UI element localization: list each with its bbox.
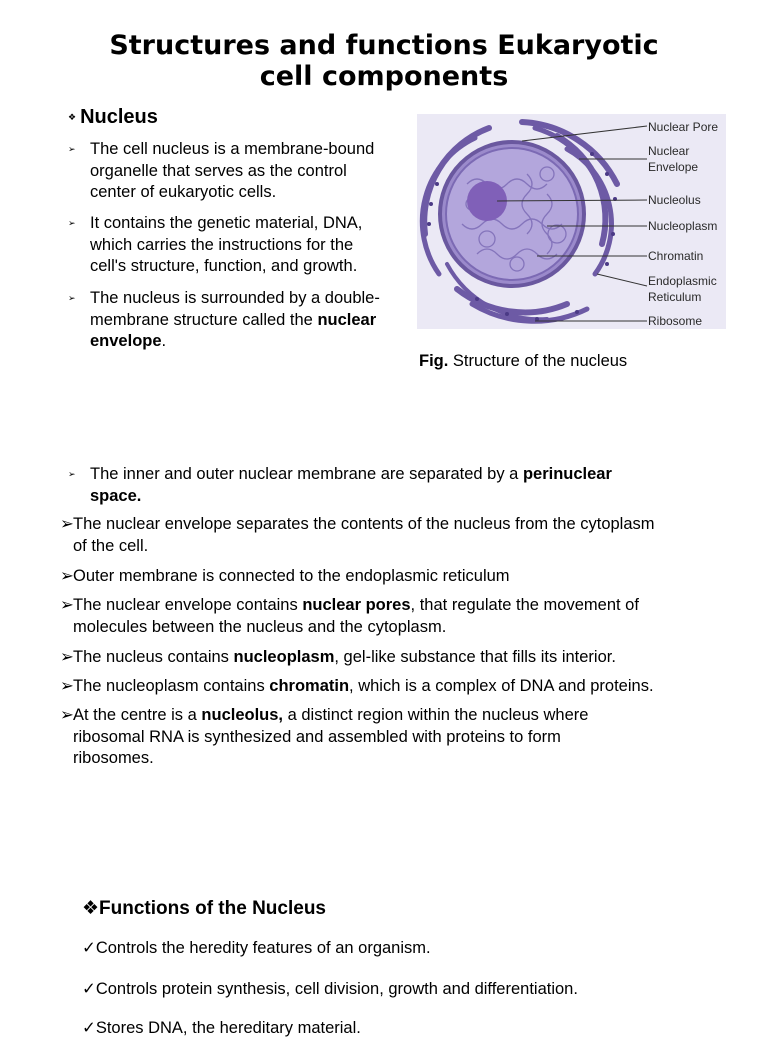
title-line-2: cell components bbox=[259, 61, 509, 92]
bullet-line: It contains the genetic material, DNA, bbox=[90, 214, 363, 232]
page-title bbox=[60, 30, 708, 92]
label-ribosome: Ribosome bbox=[648, 314, 703, 328]
diamond-bullet-icon: ❖ bbox=[82, 898, 100, 919]
label-envelope: Envelope bbox=[648, 160, 699, 174]
nucleus-figure bbox=[417, 114, 726, 329]
bullet-text: . bbox=[161, 332, 167, 350]
nucleus-bullet-1 bbox=[68, 139, 375, 204]
list-text: a distinct region within the nucleus where bbox=[283, 706, 589, 724]
arrow-bullet-icon: ➢ bbox=[68, 293, 76, 303]
arrow-bullet-icon: ➢ bbox=[60, 515, 74, 533]
list-line bbox=[60, 705, 701, 727]
check-icon: ✓ bbox=[82, 980, 96, 998]
function-item bbox=[82, 1018, 361, 1038]
list-line bbox=[60, 595, 701, 617]
bold-term: nucleoplasm bbox=[233, 648, 335, 666]
label-reticulum: Reticulum bbox=[648, 290, 702, 304]
nucleus-heading-text: Nucleus bbox=[80, 106, 158, 128]
functions-heading-text: Functions of the Nucleus bbox=[99, 898, 326, 919]
list-text: Outer membrane is connected to the endoplasmic reticulum bbox=[73, 567, 510, 585]
title-line-1: Structures and functions Eukaryotic bbox=[109, 30, 659, 61]
arrow-bullet-icon: ➢ bbox=[60, 567, 74, 585]
list-text: The nuclear envelope separates the contents of the nucleus from the cytoplasm bbox=[73, 515, 655, 533]
bullet-line: The cell nucleus is a membrane-bound bbox=[90, 140, 375, 158]
list-line: ribosomal RNA is synthesized and assembled with proteins to form bbox=[73, 727, 561, 746]
bold-term: nuclear bbox=[317, 310, 377, 329]
list-text: , which is a complex of DNA and proteins. bbox=[349, 677, 654, 695]
arrow-bullet-icon: ➢ bbox=[68, 218, 76, 228]
bullet-text: membrane structure called the bbox=[90, 310, 318, 329]
figure-caption bbox=[419, 352, 627, 371]
bullet-line bbox=[90, 310, 380, 332]
bold-term: nuclear pores bbox=[302, 596, 411, 614]
list-text: The nuclear envelope contains bbox=[73, 596, 303, 614]
list-line bbox=[60, 514, 701, 536]
list-item-pores bbox=[60, 595, 701, 638]
list-text: At the centre is a bbox=[73, 706, 202, 724]
bullet-line: organelle that serves as the control bbox=[90, 161, 347, 180]
arrow-bullet-icon: ➢ bbox=[60, 596, 74, 614]
label-endoplasmic: Endoplasmic bbox=[648, 274, 717, 288]
bold-term: nucleolus, bbox=[201, 706, 284, 724]
diamond-bullet-icon: ❖ bbox=[68, 112, 77, 122]
bold-term: space. bbox=[90, 486, 142, 505]
list-item-chromatin bbox=[60, 676, 701, 698]
bold-term: chromatin bbox=[269, 677, 350, 695]
perinuclear-bullet bbox=[68, 464, 612, 507]
label-chromatin: Chromatin bbox=[648, 249, 704, 263]
function-item bbox=[82, 938, 431, 958]
check-icon: ✓ bbox=[82, 939, 96, 957]
arrow-bullet-icon: ➢ bbox=[60, 706, 74, 724]
list-item-envelope-separates bbox=[60, 514, 701, 557]
list-line: molecules between the nucleus and the cytoplasm. bbox=[73, 617, 447, 636]
list-line: of the cell. bbox=[73, 536, 149, 555]
list-item-nucleolus bbox=[60, 705, 701, 770]
nucleus-heading bbox=[68, 106, 158, 129]
list-item-outer-membrane bbox=[60, 566, 701, 588]
bold-term: perinuclear bbox=[522, 465, 612, 483]
function-text: Stores DNA, the hereditary material. bbox=[95, 1019, 361, 1037]
caption-text: Structure of the nucleus bbox=[448, 352, 628, 370]
function-text: Controls protein synthesis, cell division, growth and differentiation. bbox=[95, 980, 578, 998]
list-text: The nucleus contains bbox=[73, 648, 234, 666]
arrow-bullet-icon: ➢ bbox=[68, 144, 76, 154]
label-nuclear-pore: Nuclear Pore bbox=[648, 120, 719, 134]
check-icon: ✓ bbox=[82, 1019, 96, 1037]
nucleus-diagram bbox=[417, 114, 726, 329]
arrow-bullet-icon: ➢ bbox=[68, 469, 76, 479]
functions-heading bbox=[82, 897, 326, 920]
bullet-text: The inner and outer nuclear membrane are separated by a bbox=[90, 465, 523, 483]
list-text: , that regulate the movement of bbox=[410, 596, 639, 614]
bullet-line: which carries the instructions for the bbox=[90, 235, 354, 254]
function-text: Controls the heredity features of an organism. bbox=[95, 939, 431, 957]
nucleus-bullet-2 bbox=[68, 213, 363, 278]
arrow-bullet-icon: ➢ bbox=[60, 648, 74, 666]
arrow-bullet-icon: ➢ bbox=[60, 677, 74, 695]
list-text: The nucleoplasm contains bbox=[73, 677, 270, 695]
list-item-nucleoplasm bbox=[60, 647, 701, 669]
list-text: , gel-like substance that fills its interior. bbox=[334, 648, 616, 666]
label-nucleolus: Nucleolus bbox=[648, 193, 701, 207]
list-line: ribosomes. bbox=[73, 749, 154, 767]
bullet-line: cell's structure, function, and growth. bbox=[90, 257, 358, 275]
bullet-line: The nucleus is surrounded by a double- bbox=[90, 289, 380, 307]
function-item bbox=[82, 979, 578, 999]
bold-term: envelope bbox=[90, 332, 162, 350]
caption-bold: Fig. bbox=[419, 352, 449, 370]
bullet-line: center of eukaryotic cells. bbox=[90, 183, 277, 201]
label-nuclear: Nuclear bbox=[648, 144, 690, 158]
bullet-line bbox=[90, 464, 612, 486]
bullet-line bbox=[90, 331, 380, 353]
nucleus-bullet-3 bbox=[68, 288, 380, 353]
bullet-line bbox=[90, 486, 612, 508]
label-nucleoplasm: Nucleoplasm bbox=[648, 219, 718, 233]
